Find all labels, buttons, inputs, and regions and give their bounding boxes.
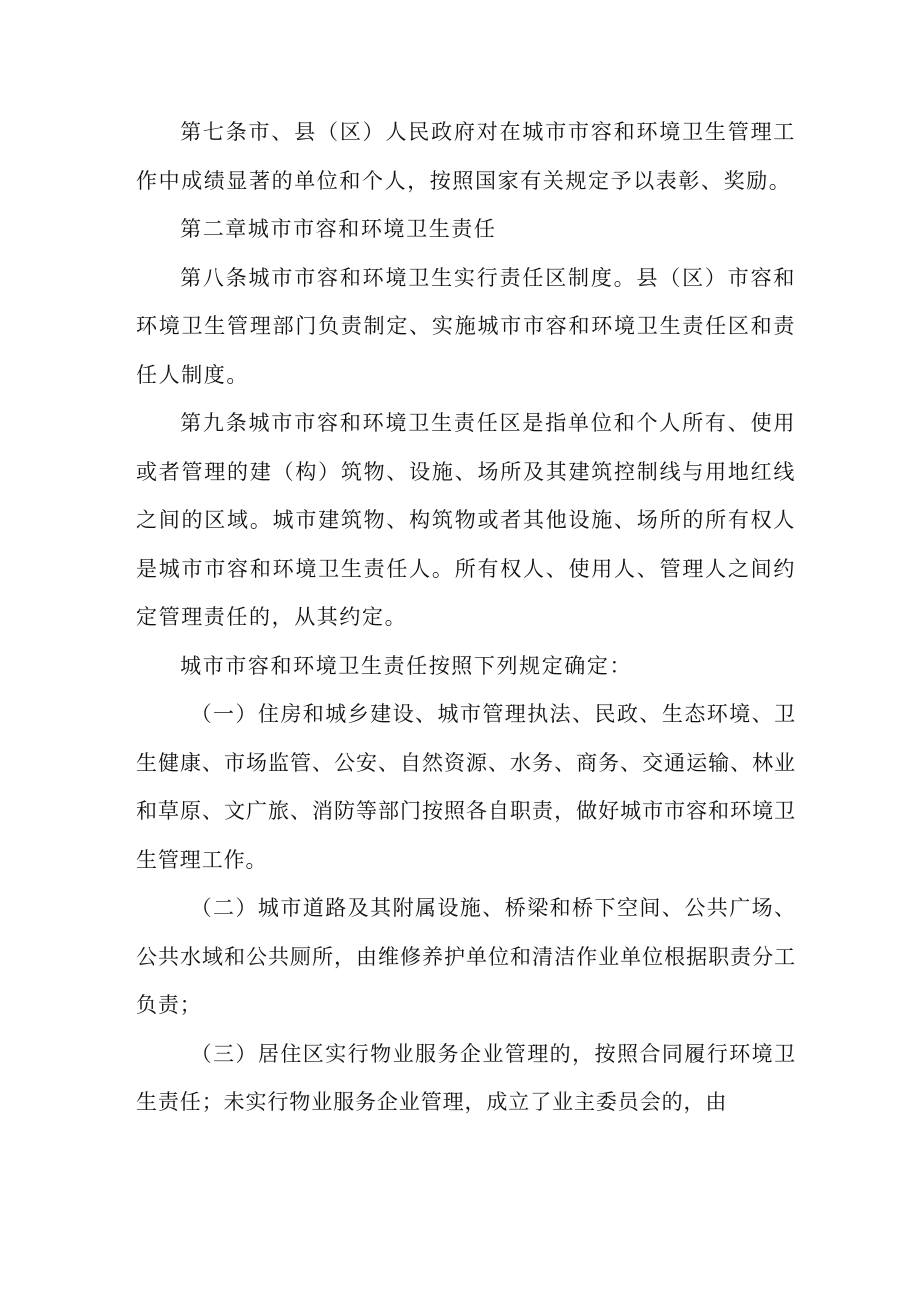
list-item-3-paragraph: （三）居住区实行物业服务企业管理的，按照合同履行环境卫生责任；未实行物业服务企业管理，成立了业主委员会的，由 [136,1041,796,1114]
document-body [136,108,796,1127]
list-item-2-paragraph: （二）城市道路及其附属设施、桥梁和桥下空间、公共广场、公共水域和公共厕所，由维修养护单位和清洁作业单位根据职责分工负责； [136,896,796,1017]
article-8-paragraph: 第八条城市市容和环境卫生实行责任区制度。县（区）市容和环境卫生管理部门负责制定、实施城市市容和环境卫生责任区和责任人制度。 [136,265,796,387]
article-9-intro-paragraph: 城市市容和环境卫生责任按照下列规定确定： [180,653,633,678]
list-item-1-paragraph: （一）住房和城乡建设、城市管理执法、民政、生态环境、卫生健康、市场监管、公安、自然资源、水务、商务、交通运输、林业和草原、文广旅、消防等部门按照各自职责，做好城市市容和环境卫生管理工作。 [136,702,796,872]
chapter-2-heading: 第二章城市市容和环境卫生责任 [180,217,497,241]
article-7-paragraph: 第七条市、县（区）人民政府对在城市市容和环境卫生管理工作中成绩显著的单位和个人，按照国家有关规定予以表彰、奖励。 [136,120,796,193]
article-9-paragraph: 第九条城市市容和环境卫生责任区是指单位和个人所有、使用或者管理的建（构）筑物、设施、场所及其建筑控制线与用地红线之间的区域。城市建筑物、构筑物或者其他设施、场所的所有权人是城市市容和环境卫生责任人。所有权人、使用人、管理人之间约定管理责任的，从其约定。 [136,411,796,629]
